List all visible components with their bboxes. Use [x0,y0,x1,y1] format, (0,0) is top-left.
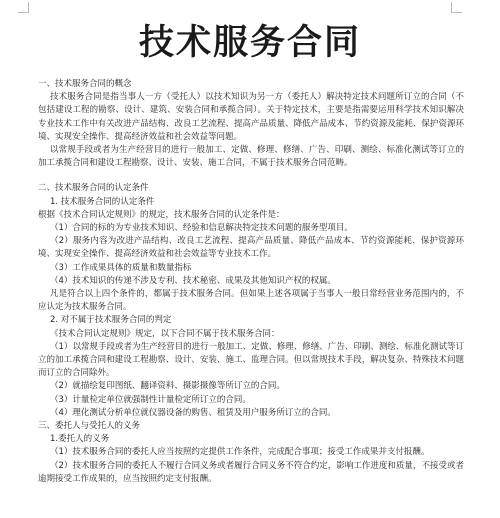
paragraph: 根据《技术合同认定规则》的规定，技术服务合同的认定条件是： [38,209,285,220]
list-item: （4）理化测试分析单位就仪器设备的购售、租赁及用户服务所订立的合同。 [50,407,336,418]
crop-mark-top-left [18,2,29,13]
paragraph: 技术服务合同是指当事人一方（受托人）以技术知识为另一方（委托人）解决特定技术问题所订立的合同（不包括建设工程的勘察、设计、建筑、安装合同和承揽合同）。关于特定技术，主要是指需要运用科学技术知识解决专业技术工作中有关改进产品结构、改良工艺流程、提高产品质量、降低产品成本、节约资源及能耗、保护资源环境、实现安全操作、提高经济效益和社会效益等问题。 [38,92,464,142]
subsection-heading: 2. 对不属于技术服务合同的判定 [50,315,172,326]
paragraph: 凡是符合以上四个条件的，都属于技术服务合同。但如果上述各项属于当事人一般日常经营业务范围内的，不应认定为技术服务合同。 [38,289,464,313]
list-item: （2）就描绘复印图纸、翻译资料、摄影摄像等所订立的合同。 [50,381,285,392]
paragraph: 以常规手段或者为生产经营目的进行一般加工、定做、修理、修缮、广告、印刷、测绘、标准化测试等订立的加工承揽合同和建设工程勘察、设计、安装、施工合同，不属于技术服务合同范畴。 [38,145,464,169]
paragraph-spacer [38,170,464,182]
document-body [38,78,464,486]
document-title: 技术服务合同 [138,23,361,63]
section-heading: 一、技术服务合同的概念 [38,79,132,89]
list-item: （3）计量检定单位就强制性计量检定所订立的合同。 [50,394,251,405]
section-heading: 三、委托人与受托人的义务 [38,421,141,432]
crop-mark-top-right [451,2,462,13]
list-item: （2）服务内容为改进产品结构、改良工艺流程、提高产品质量、降低产品成本、节约资源能耗、保护资源环境、实现安全操作、提高经济效益和社会效益等专业技术工作。 [38,236,464,260]
list-item: （4）技术知识的传递不涉及专利、技术秘密、成果及其他知识产权的权属。 [50,275,336,286]
paragraph: 《技术合同认定规则》规定，以下合同不属于技术服务合同： [50,328,280,339]
subsection-heading: 1.委托人的义务 [50,434,110,445]
list-item: （1）技术服务合同的委托人应当按照约定提供工作条件，完成配合事项；接受工作成果并支付报酬。 [50,447,430,458]
list-item: （3）工作成果具体的质量和数量指标 [50,262,192,273]
subsection-heading: 1. 技术服务合同的认定条件 [50,196,155,207]
list-item: （1）以常规手段或者为生产经营目的进行一般加工、定做、修理、修缮、广告、印刷、测绘、标准化测试等订立的加工承揽合同和建设工程勘察、设计、安装、施工、监理合同。但以常规技术手段，解决复杂、特殊技术问题而订立的合同除外。 [38,341,464,379]
section-heading: 二、技术服务合同的认定条件 [38,183,149,194]
list-item: （1）合同的标的为专业技术知识、经验和信息解决特定技术问题的服务型项目。 [50,223,353,234]
list-item: （2）技术服务合同的委托人不履行合同义务或者履行合同义务不符合约定，影响工作进度和质量，不接受或者逾期接受工作成果的，应当按照约定支付报酬。 [38,460,464,484]
